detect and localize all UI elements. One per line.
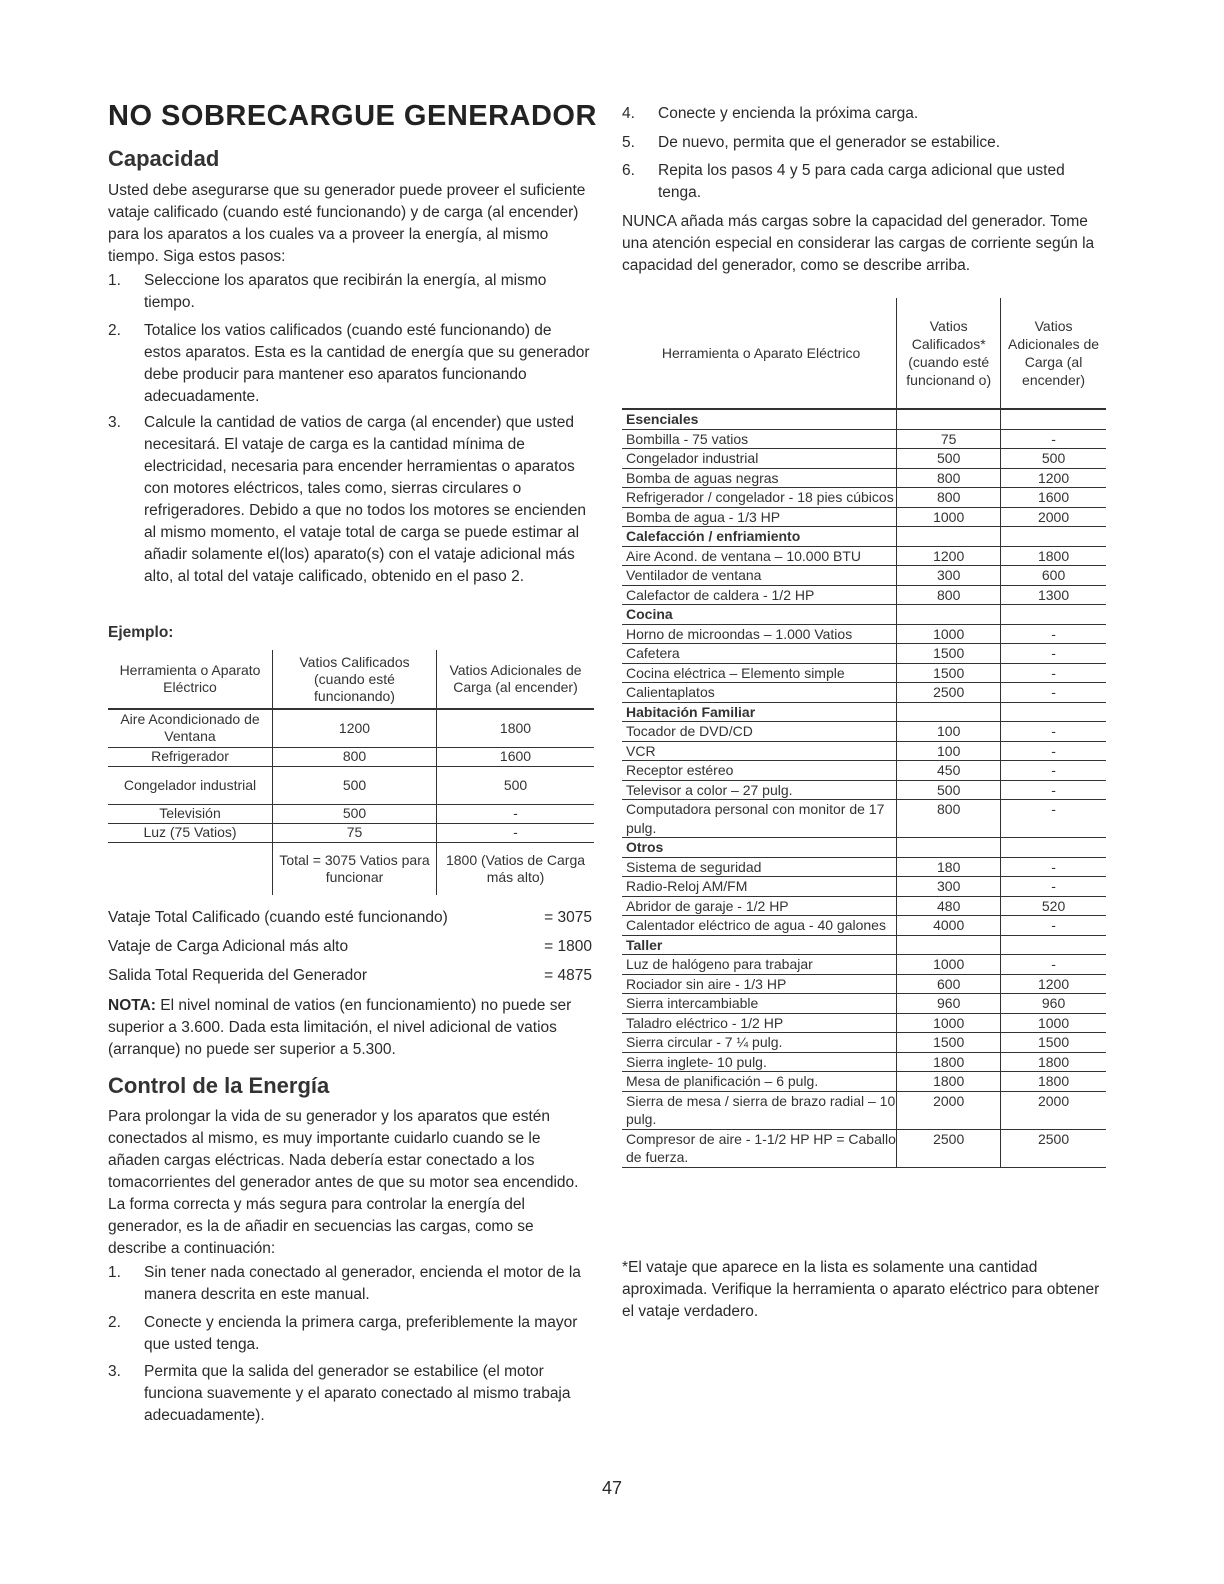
- table-row: [622, 1129, 1106, 1167]
- table-cell: -: [1001, 780, 1106, 800]
- table-row: [108, 804, 594, 823]
- table-cell: 500: [273, 804, 437, 823]
- table-cell: -: [1001, 800, 1106, 838]
- table-row: [622, 644, 1106, 664]
- table-row: [622, 857, 1106, 877]
- table-cell: Taladro eléctrico - 1/2 HP: [622, 1013, 897, 1033]
- table-cell: Televisor a color – 27 pulg.: [622, 780, 897, 800]
- table-cell: 1800: [897, 1072, 1001, 1092]
- table-cell: Esenciales: [622, 409, 897, 429]
- table-cell: VCR: [622, 741, 897, 761]
- table-cell: 1000: [897, 624, 1001, 644]
- table-cell: -: [437, 823, 595, 842]
- table-row: [622, 800, 1106, 838]
- table-cell: -: [1001, 683, 1106, 703]
- table-cell: 800: [897, 488, 1001, 508]
- table-cell: 100: [897, 741, 1001, 761]
- table-row: [622, 566, 1106, 586]
- table-cell: Luz (75 Vatios): [108, 823, 273, 842]
- table-cell: 450: [897, 761, 1001, 781]
- table-row: [108, 766, 594, 804]
- table-cell: Bombilla - 75 vatios: [622, 429, 897, 449]
- table-cell: Ventilador de ventana: [622, 566, 897, 586]
- table-cell: 1500: [897, 1033, 1001, 1053]
- column-header: Vatios Adicionales de Carga (al encender): [437, 650, 595, 709]
- table-cell: -: [1001, 857, 1106, 877]
- table-cell: Calientaplatos: [622, 683, 897, 703]
- table-cell: 500: [897, 780, 1001, 800]
- table-cell: [897, 702, 1001, 722]
- table-cell: 100: [897, 722, 1001, 742]
- table-cell: [1001, 409, 1106, 429]
- table-row: [622, 974, 1106, 994]
- step-number: 3.: [108, 414, 121, 431]
- table-cell: 1800: [897, 1052, 1001, 1072]
- nota-text: El nivel nominal de vatios (en funcionamiento) no puede ser superior a 3.600. Dada esta limitación, el nivel adicional de vatios (arranque) no puede ser superior a 5.300.: [108, 997, 572, 1058]
- table-cell: Mesa de planificación – 6 pulg.: [622, 1072, 897, 1092]
- table-cell: [897, 605, 1001, 625]
- table-row: [622, 1052, 1106, 1072]
- category-row: [622, 838, 1106, 858]
- table-cell: [1001, 605, 1106, 625]
- category-row: [622, 409, 1106, 429]
- table-cell: 1200: [1001, 974, 1106, 994]
- table-row: [622, 683, 1106, 703]
- table-cell: 2500: [897, 683, 1001, 703]
- table-row: [622, 1072, 1106, 1092]
- ejemplo-heading: Ejemplo:: [108, 624, 174, 641]
- table-cell: 800: [897, 585, 1001, 605]
- table-cell: 800: [897, 800, 1001, 838]
- table-cell: -: [437, 804, 595, 823]
- table-cell: Refrigerador: [108, 747, 273, 766]
- table-cell: 1600: [1001, 488, 1106, 508]
- sum-label: Vataje Total Calificado (cuando esté funcionando): [108, 909, 448, 926]
- table-cell: -: [1001, 877, 1106, 897]
- table-cell: Tocador de DVD/CD: [622, 722, 897, 742]
- column-header: Vatios Calificados (cuando esté funcionando): [273, 650, 437, 709]
- table-cell: 2500: [897, 1129, 1001, 1167]
- table-cell: [1001, 702, 1106, 722]
- table-cell: 600: [897, 974, 1001, 994]
- step-number: 2.: [108, 322, 121, 339]
- table-row: [622, 780, 1106, 800]
- table-row: [622, 624, 1106, 644]
- step-text: Permita que la salida del generador se estabilice (el motor funciona suavemente y el aparato conectado al mismo trabaja adecuadamente).: [144, 1363, 571, 1424]
- step-text: Repita los pasos 4 y 5 para cada carga adicional que usted tenga.: [658, 162, 1065, 201]
- table-cell: 75: [273, 823, 437, 842]
- table-cell: 520: [1001, 896, 1106, 916]
- table-cell: 180: [897, 857, 1001, 877]
- table-cell: 960: [1001, 994, 1106, 1014]
- table-row: [108, 747, 594, 766]
- table-cell: 500: [897, 449, 1001, 469]
- table-row: [622, 1091, 1106, 1129]
- table-cell: Cocina eléctrica – Elemento simple: [622, 663, 897, 683]
- table-cell: Calefactor de caldera - 1/2 HP: [622, 585, 897, 605]
- step-text: Conecte y encienda la próxima carga.: [658, 105, 919, 122]
- sum-label: Salida Total Requerida del Generador: [108, 967, 368, 984]
- table-cell: Aire Acondicionado de Ventana: [108, 709, 273, 747]
- table-cell: Sierra intercambiable: [622, 994, 897, 1014]
- table-cell: Habitación Familiar: [622, 702, 897, 722]
- table-cell: Calefacción / enfriamiento: [622, 527, 897, 547]
- category-row: [622, 527, 1106, 547]
- nota-paragraph: [108, 995, 594, 1061]
- table-row: [622, 916, 1106, 936]
- table-cell: 2000: [1001, 507, 1106, 527]
- category-row: [622, 702, 1106, 722]
- table-cell: Sierra de mesa / sierra de brazo radial – 10 pulg.: [622, 1091, 897, 1129]
- table-cell: 1600: [437, 747, 595, 766]
- table-cell: Calentador eléctrico de agua - 40 galones: [622, 916, 897, 936]
- table-cell: 4000: [897, 916, 1001, 936]
- table-row: [622, 468, 1106, 488]
- table-cell: Radio-Reloj AM/FM: [622, 877, 897, 897]
- table-row: [622, 507, 1106, 527]
- column-header: Herramienta o Aparato Eléctrico: [108, 650, 273, 709]
- table-cell: -: [1001, 722, 1106, 742]
- table-cell: 800: [897, 468, 1001, 488]
- column-header: Vatios Adicionales de Carga (al encender): [1001, 298, 1106, 409]
- table-cell: 1200: [897, 546, 1001, 566]
- table-cell: -: [1001, 624, 1106, 644]
- table-cell: -: [1001, 429, 1106, 449]
- sum-value: = 1800: [544, 938, 592, 955]
- category-row: [622, 605, 1106, 625]
- table-cell: 1500: [1001, 1033, 1106, 1053]
- table-cell: 1300: [1001, 585, 1106, 605]
- table-cell: -: [1001, 644, 1106, 664]
- table-cell: 1800: [1001, 1072, 1106, 1092]
- table-cell: [1001, 935, 1106, 955]
- table-row: [622, 994, 1106, 1014]
- table-cell: [897, 527, 1001, 547]
- sum-value: = 4875: [544, 967, 592, 984]
- table-row: [622, 741, 1106, 761]
- table-header-row: [622, 298, 1106, 409]
- table-row: [622, 488, 1106, 508]
- sum-line: [108, 907, 592, 929]
- table-cell: Taller: [622, 935, 897, 955]
- example-table: [108, 650, 594, 895]
- table-cell: 75: [897, 429, 1001, 449]
- step-text: Seleccione los aparatos que recibirán la energía, al mismo tiempo.: [144, 272, 547, 311]
- step-text: Sin tener nada conectado al generador, encienda el motor de la manera descrita en este manual.: [144, 1264, 581, 1303]
- table-cell: 1800 (Vatios de Carga más alto): [445, 851, 586, 885]
- table-row: [622, 722, 1106, 742]
- table-row: [622, 1013, 1106, 1033]
- step-number: 6.: [622, 162, 635, 179]
- table-cell: Bomba de aguas negras: [622, 468, 897, 488]
- table-total-row: [108, 842, 594, 895]
- table-cell: [897, 409, 1001, 429]
- table-cell: 1500: [897, 644, 1001, 664]
- page-title: NO SOBRECARGUE GENERADOR: [108, 100, 597, 132]
- sum-value: = 3075: [544, 909, 592, 926]
- table-cell: Sierra circular - 7 ¼ pulg.: [622, 1033, 897, 1053]
- table-cell: 2000: [1001, 1091, 1106, 1129]
- table-cell: 1800: [437, 709, 595, 747]
- table-cell: Luz de halógeno para trabajar: [622, 955, 897, 975]
- sum-line: [108, 965, 592, 987]
- table-cell: 500: [437, 766, 595, 804]
- table-cell: [1001, 838, 1106, 858]
- table-row: [108, 823, 594, 842]
- sum-line: [108, 936, 592, 958]
- table-cell: 1000: [1001, 1013, 1106, 1033]
- table-row: [622, 955, 1106, 975]
- table-cell: Abridor de garaje - 1/2 HP: [622, 896, 897, 916]
- control-intro: Para prolongar la vida de su generador y los aparatos que estén conectados al mismo, es muy importante cuidarlo cuando se le añaden cargas eléctricas. Nada debería estar conectado a los tomacorrientes del generador antes de que su motor sea encendido. La forma correcta y más segura para controlar la energía del generador, es la de añadir en secuencias las cargas, como se describe a continuación:: [108, 1108, 579, 1257]
- table-cell: 1500: [897, 663, 1001, 683]
- table-cell: -: [1001, 663, 1106, 683]
- table-row: [622, 585, 1106, 605]
- table-cell: -: [1001, 741, 1106, 761]
- table-cell: [108, 842, 273, 895]
- table-cell: 500: [1001, 449, 1106, 469]
- table-cell: Bomba de agua - 1/3 HP: [622, 507, 897, 527]
- table-cell: Compresor de aire - 1-1/2 HP HP = Caballo de fuerza.: [622, 1129, 897, 1167]
- table-cell: 480: [897, 896, 1001, 916]
- table-cell: 1200: [1001, 468, 1106, 488]
- section-heading-capacidad: Capacidad: [108, 146, 220, 171]
- section-heading-control: Control de la Energía: [108, 1073, 330, 1098]
- nunca-paragraph: NUNCA añada más cargas sobre la capacidad del generador. Tome una atención especial en considerar las cargas de corriente según la capacidad del generador, como se describe arriba.: [622, 213, 1095, 274]
- step-number: 1.: [108, 272, 121, 289]
- table-cell: [897, 838, 1001, 858]
- table-cell: -: [1001, 955, 1106, 975]
- table-cell: Cafetera: [622, 644, 897, 664]
- table-cell: Horno de microondas – 1.000 Vatios: [622, 624, 897, 644]
- table-cell: 600: [1001, 566, 1106, 586]
- table-cell: 1800: [1001, 1052, 1106, 1072]
- table-row: [622, 663, 1106, 683]
- page-number: 47: [601, 1478, 623, 1498]
- table-cell: 1000: [897, 1013, 1001, 1033]
- table-cell: Cocina: [622, 605, 897, 625]
- step-text: Totalice los vatios calificados (cuando esté funcionando) de estos aparatos. Esta es la cantidad de energía que su generador debe producir para mantener eso aparatos funcionando adecuadamente.: [144, 322, 590, 405]
- step-text: Calcule la cantidad de vatios de carga (al encender) que usted necesitará. El vataje de carga es la cantidad mínima de electricidad, necesaria para encender herramientas o aparatos con motores eléctricos, tales como, sierras circulares o refrigeradores. Debido a que no todos los motores se encienden al mismo momento, el vataje total de carga se puede estimar al añadir solamente el(los) aparato(s) con el vataje adicional más alto, al total del vataje calificado, obtenido en el paso 2.: [144, 414, 587, 585]
- table-cell: 1800: [1001, 546, 1106, 566]
- table-cell: 2500: [1001, 1129, 1106, 1167]
- table-cell: 1000: [897, 955, 1001, 975]
- table-cell: 500: [273, 766, 437, 804]
- table-row: [622, 761, 1106, 781]
- table-cell: Televisión: [108, 804, 273, 823]
- table-row: [622, 877, 1106, 897]
- table-cell: Otros: [622, 838, 897, 858]
- table-cell: Total = 3075 Vatios para funcionar: [273, 842, 437, 895]
- table-row: [108, 709, 594, 747]
- step-number: 2.: [108, 1314, 121, 1331]
- table-cell: 300: [897, 566, 1001, 586]
- table-row: [622, 896, 1106, 916]
- step-text: De nuevo, permita que el generador se estabilice.: [658, 134, 1001, 151]
- table-cell: Sierra inglete- 10 pulg.: [622, 1052, 897, 1072]
- table-cell: Congelador industrial: [108, 766, 273, 804]
- table-header-row: [108, 650, 594, 709]
- table-cell: Refrigerador / congelador - 18 pies cúbicos: [622, 488, 897, 508]
- table-cell: -: [1001, 916, 1106, 936]
- table-cell: 1200: [273, 709, 437, 747]
- table-cell: 2000: [897, 1091, 1001, 1129]
- table-row: [622, 1033, 1106, 1053]
- nota-label: NOTA:: [108, 997, 156, 1014]
- step-number: 4.: [622, 105, 635, 122]
- table-cell: Rociador sin aire - 1/3 HP: [622, 974, 897, 994]
- table-cell: [1001, 527, 1106, 547]
- category-row: [622, 935, 1106, 955]
- footnote: *El vataje que aparece en la lista es solamente una cantidad aproximada. Verifique la herramienta o aparato eléctrico para obtener el vataje verdadero.: [622, 1258, 1100, 1320]
- table-cell: Congelador industrial: [622, 449, 897, 469]
- table-cell: Aire Acond. de ventana – 10.000 BTU: [622, 546, 897, 566]
- capacidad-intro: Usted debe asegurarse que su generador puede proveer el suficiente vataje calificado (cuando esté funcionando) y de carga (al encender) para los aparatos a los cuales va a proveer la energía, al mismo tiempo. Siga estos pasos:: [108, 182, 586, 265]
- step-number: 5.: [622, 134, 635, 151]
- table-row: [622, 546, 1106, 566]
- wattage-table: [622, 298, 1106, 1168]
- table-cell: [897, 935, 1001, 955]
- sum-label: Vataje de Carga Adicional más alto: [108, 938, 349, 955]
- table-row: [622, 449, 1106, 469]
- table-cell: 1000: [897, 507, 1001, 527]
- table-cell: 800: [273, 747, 437, 766]
- table-cell: Computadora personal con monitor de 17 pulg.: [622, 800, 897, 838]
- table-cell: -: [1001, 761, 1106, 781]
- step-number: 1.: [108, 1264, 121, 1281]
- column-header: Herramienta o Aparato Eléctrico: [622, 298, 897, 409]
- column-header: Vatios Calificados* (cuando esté funcionand o): [897, 298, 1001, 409]
- step-text: Conecte y encienda la primera carga, preferiblemente la mayor que usted tenga.: [144, 1314, 578, 1353]
- table-cell: 300: [897, 877, 1001, 897]
- table-cell: Sistema de seguridad: [622, 857, 897, 877]
- step-number: 3.: [108, 1363, 121, 1380]
- table-row: [622, 429, 1106, 449]
- table-cell: 960: [897, 994, 1001, 1014]
- table-cell: Receptor estéreo: [622, 761, 897, 781]
